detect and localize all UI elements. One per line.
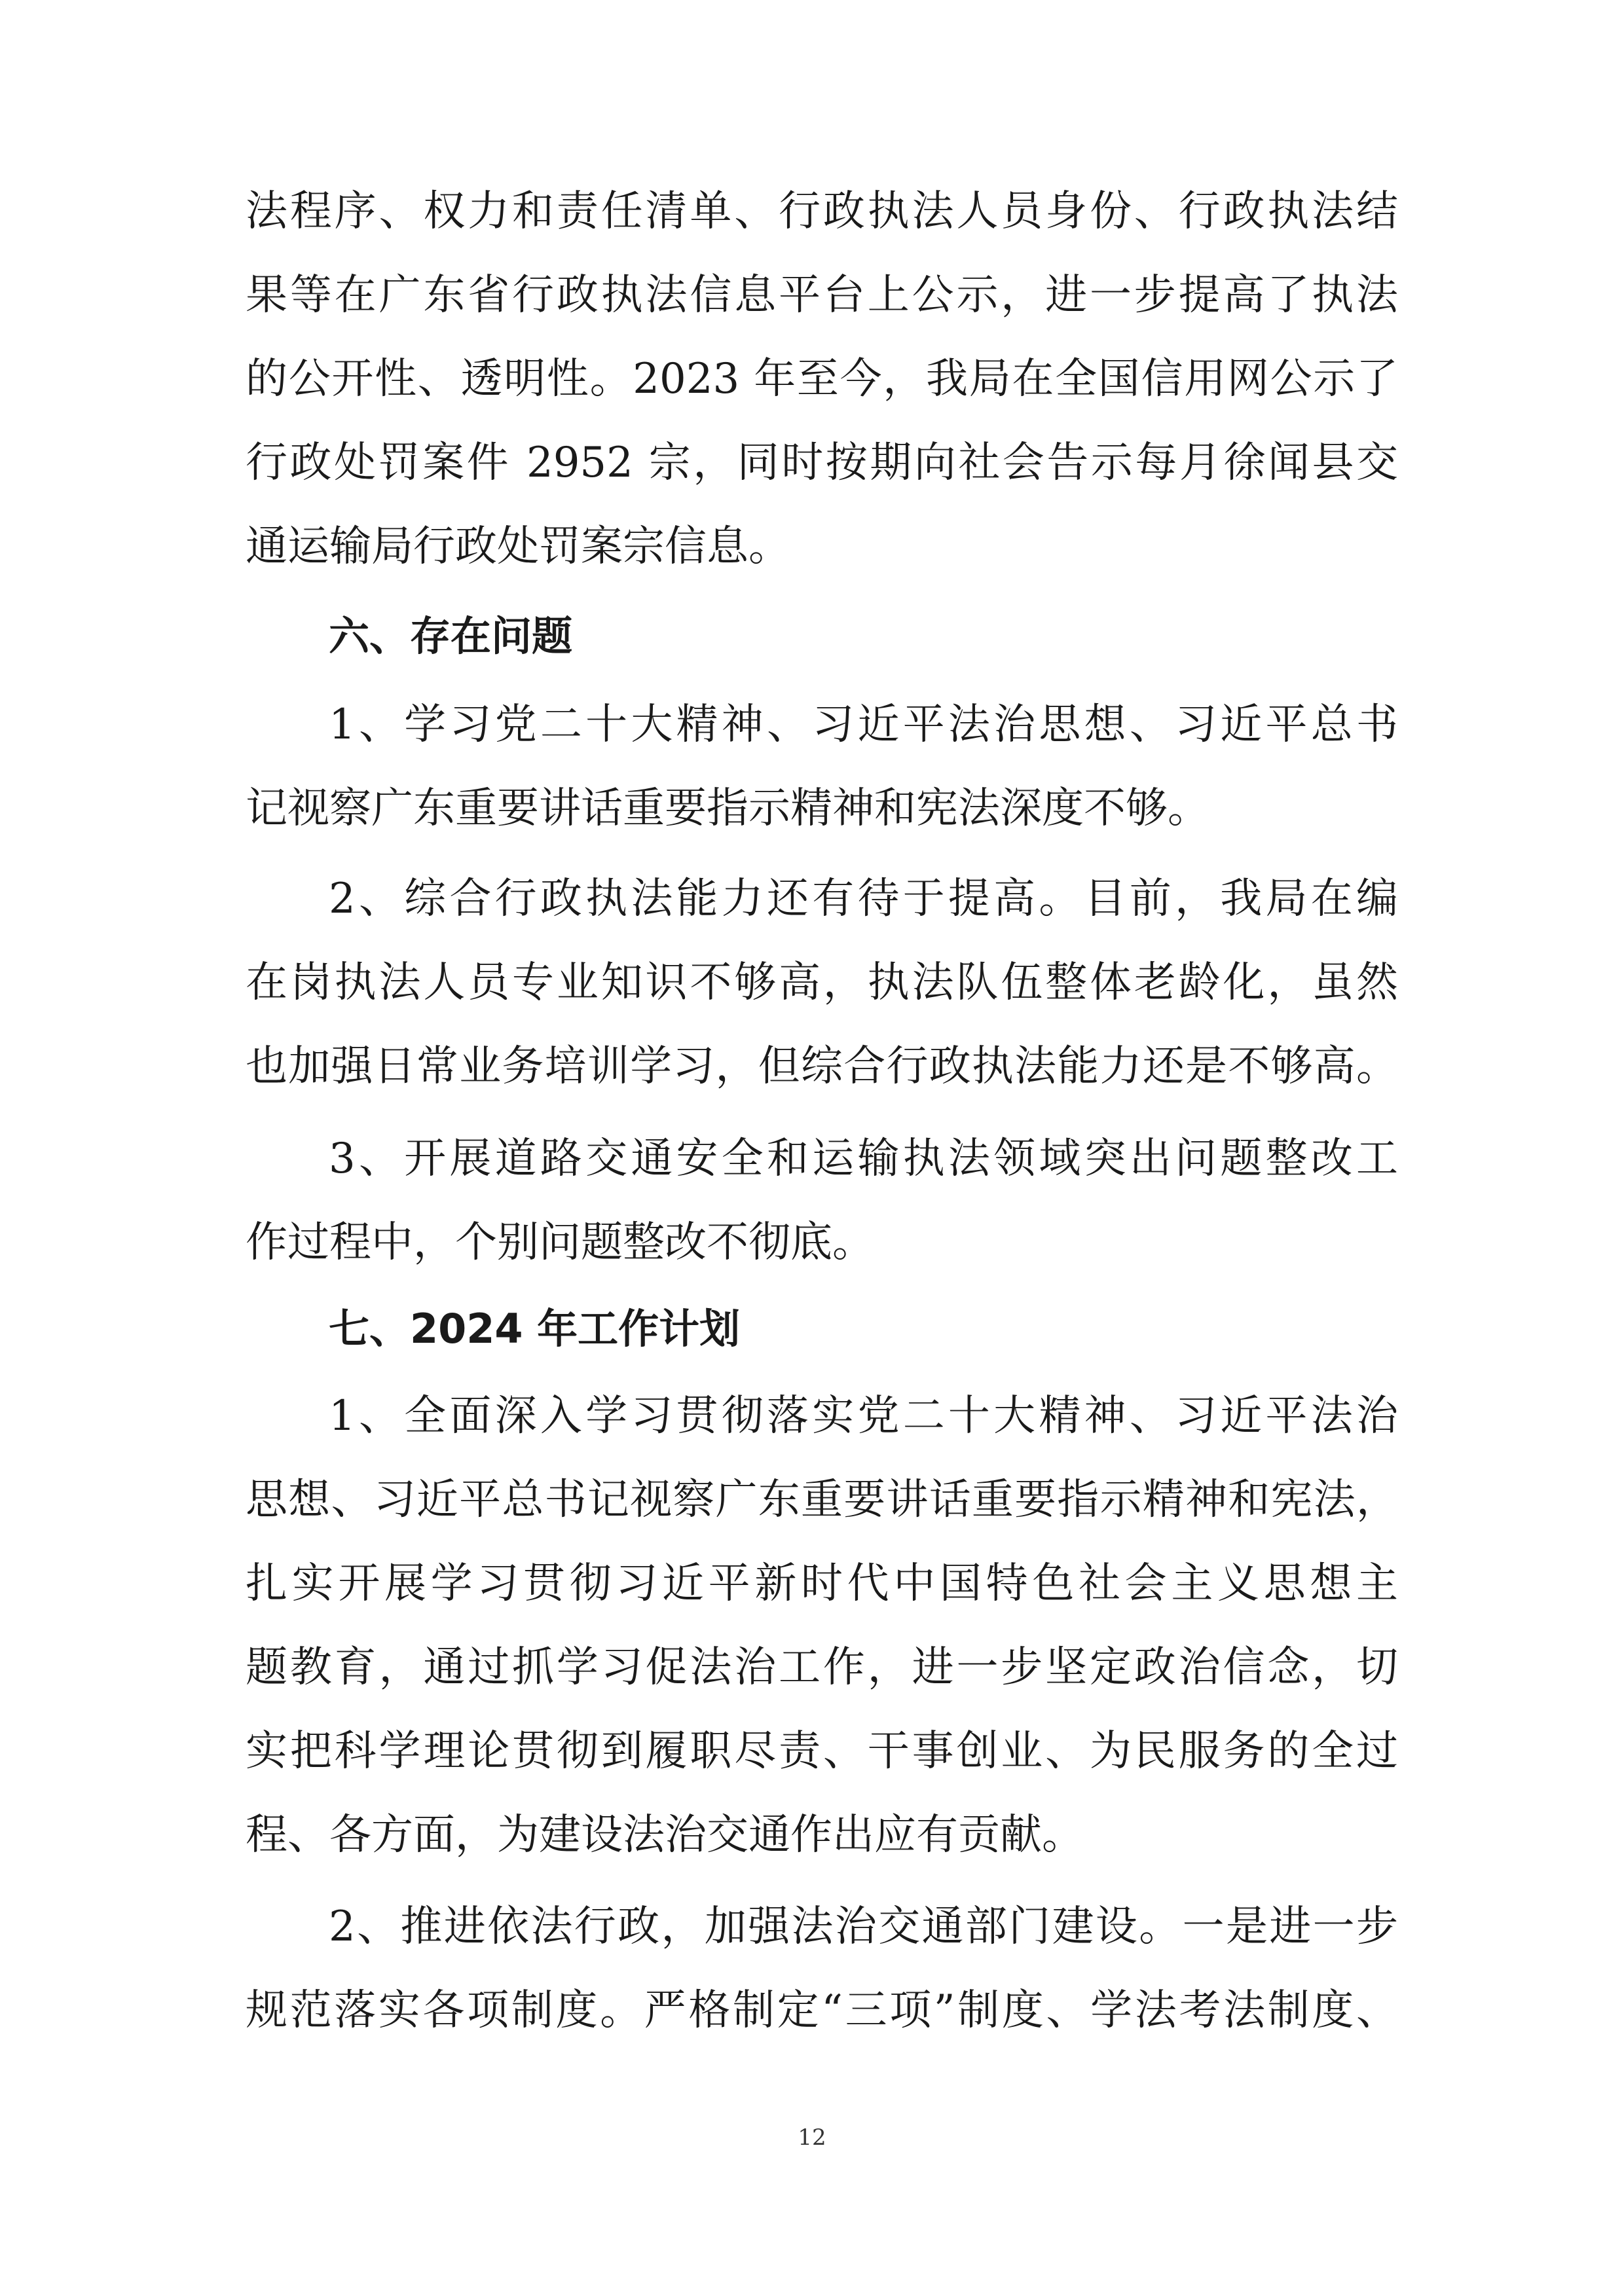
body-text-line: 行政处罚案件 2952 宗，同时按期向社会告示每月徐闻县交: [246, 439, 1398, 487]
body-text-line: 1、全面深入学习贯彻落实党二十大精神、习近平法治: [329, 1392, 1398, 1440]
body-text-line: 的公开性、透明性。2023 年至今，我局在全国信用网公示了: [246, 355, 1398, 403]
body-text-line: 程、各方面，为建设法治交通作出应有贡献。: [246, 1811, 1084, 1859]
body-text-line: 1、学习党二十大精神、习近平法治思想、习近平总书: [329, 701, 1398, 749]
section-heading-work-plan: 七、2024 年工作计划: [329, 1305, 741, 1353]
body-text-line: 也加强日常业务培训学习，但综合行政执法能力还是不够高。: [246, 1042, 1398, 1091]
body-text-line: 题教育，通过抓学习促法治工作，进一步坚定政治信念，切: [246, 1643, 1398, 1692]
body-text-line: 2、推进依法行政，加强法治交通部门建设。一是进一步: [329, 1903, 1398, 1951]
body-text-line: 法程序、权力和责任清单、行政执法人员身份、行政执法结: [246, 187, 1398, 236]
body-text-line: 2、综合行政执法能力还有待于提高。目前，我局在编: [329, 875, 1398, 923]
section-heading-problems: 六、存在问题: [329, 612, 573, 660]
body-text-line: 果等在广东省行政执法信息平台上公示，进一步提高了执法: [246, 271, 1398, 319]
body-text-line: 扎实开展学习贯彻习近平新时代中国特色社会主义思想主: [246, 1559, 1398, 1608]
body-text-line: 实把科学理论贯彻到履职尽责、干事创业、为民服务的全过: [246, 1727, 1398, 1776]
body-text-line: 作过程中，个别问题整改不彻底。: [246, 1218, 874, 1267]
body-text-line: 记视察广东重要讲话重要指示精神和宪法深度不够。: [246, 784, 1209, 833]
page-number: 12: [798, 2124, 826, 2151]
body-text-line: 3、开展道路交通安全和运输执法领域突出问题整改工: [329, 1135, 1398, 1183]
body-text-line: 思想、习近平总书记视察广东重要讲话重要指示精神和宪法，: [246, 1476, 1398, 1524]
body-text-line: 在岗执法人员专业知识不够高，执法队伍整体老龄化，虽然: [246, 958, 1398, 1007]
body-text-line: 规范落实各项制度。严格制定“三项”制度、学法考法制度、: [246, 1986, 1398, 2035]
body-text-line: 通运输局行政处罚案宗信息。: [246, 522, 790, 571]
